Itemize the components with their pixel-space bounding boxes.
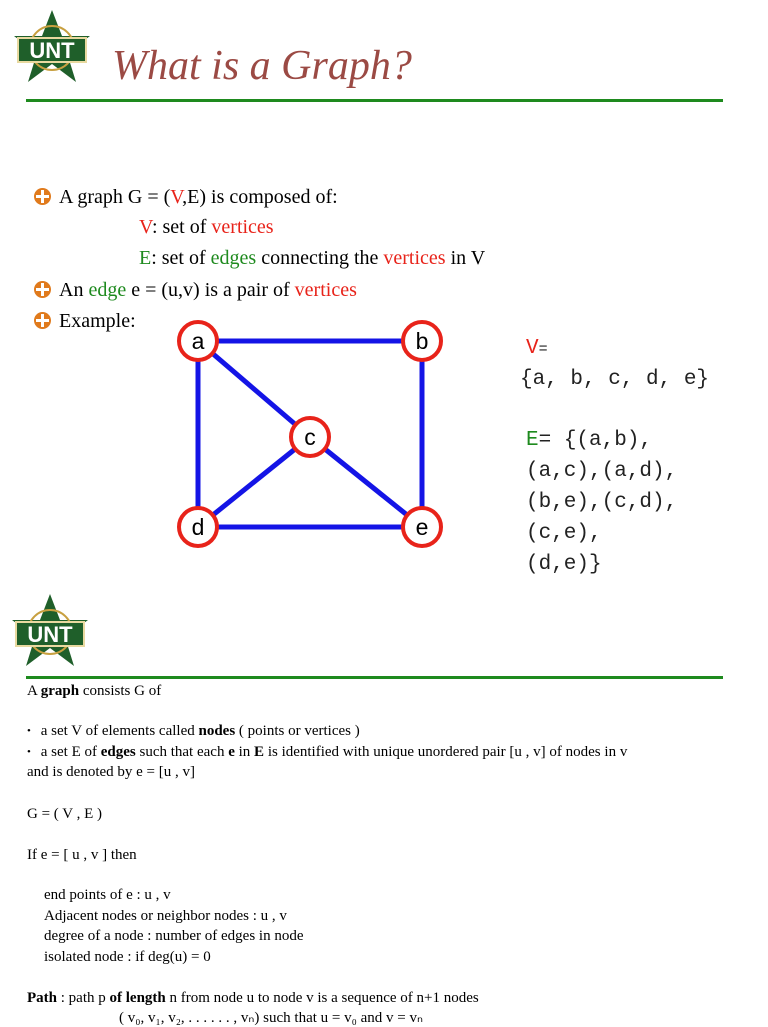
vertex-set-label: V=	[526, 337, 548, 360]
path-sequence: ( v₀, v₁, v₂, . . . . . . , vₙ) such that u = v₀ and v = vₙ	[119, 1010, 423, 1026]
nodes-bullet: • a set V of elements called nodes ( points or vertices )	[27, 723, 360, 739]
graph-node-label-d: d	[191, 514, 205, 540]
unt-logo	[10, 8, 94, 88]
unt-logo-text: UNT	[27, 622, 73, 647]
edge-set-label: E= {(a,b),	[526, 429, 653, 452]
example-graph	[160, 305, 460, 565]
slide2-underline	[26, 676, 723, 679]
slide-title: What is a Graph?	[112, 43, 412, 89]
graph-node-label-b: b	[415, 328, 429, 354]
end-points: end points of e : u , v	[44, 887, 171, 903]
edge-set-line: (d,e)}	[526, 553, 602, 576]
bullet-icon	[34, 188, 51, 205]
vertices-definition: V: set of vertices	[139, 216, 274, 238]
graph-node-label-a: a	[191, 328, 205, 354]
bullet-line-3: Example:	[34, 309, 136, 333]
path-definition: Path : path p of length n from node u to node v is a sequence of n+1 nodes	[27, 990, 479, 1006]
adjacent-nodes: Adjacent nodes or neighbor nodes : u , v	[44, 908, 287, 924]
bullet-line-2: An edge e = (u,v) is a pair of vertices	[34, 278, 357, 302]
if-line: If e = [ u , v ] then	[27, 847, 137, 863]
graph-edge-c-e	[310, 437, 422, 527]
unt-logo-text: UNT	[29, 38, 75, 63]
graph-definition: A graph consists G of	[27, 683, 162, 699]
graph-node-label-c: c	[304, 424, 316, 450]
edges-bullet: • a set E of edges such that each e in E is identified with unique unordered pair [u , v] of nodes in v	[27, 744, 628, 760]
vertex-set: {a, b, c, d, e}	[520, 368, 710, 391]
graph-edge-c-d	[198, 437, 310, 527]
isolated-node: isolated node : if deg(u) = 0	[44, 949, 211, 965]
edge-set-line: (a,c),(a,d),	[526, 460, 678, 483]
degree-definition: degree of a node : number of edges in node	[44, 928, 304, 944]
graph-edge-a-c	[198, 341, 310, 437]
edge-set-line: (b,e),(c,d),	[526, 491, 678, 514]
graph-notation: G = ( V , E )	[27, 806, 102, 822]
bullet-icon	[34, 281, 51, 298]
edge-set-line: (c,e),	[526, 522, 602, 545]
edges-definition: E: set of edges connecting the vertices in V	[139, 247, 486, 269]
title-underline	[26, 99, 723, 102]
graph-node-label-e: e	[415, 514, 429, 540]
bullet-line-1: A graph G = (V,E) is composed of:	[34, 185, 338, 209]
bullet-icon	[34, 312, 51, 329]
unt-logo	[8, 592, 92, 672]
edges-bullet-cont: and is denoted by e = [u , v]	[27, 764, 196, 780]
